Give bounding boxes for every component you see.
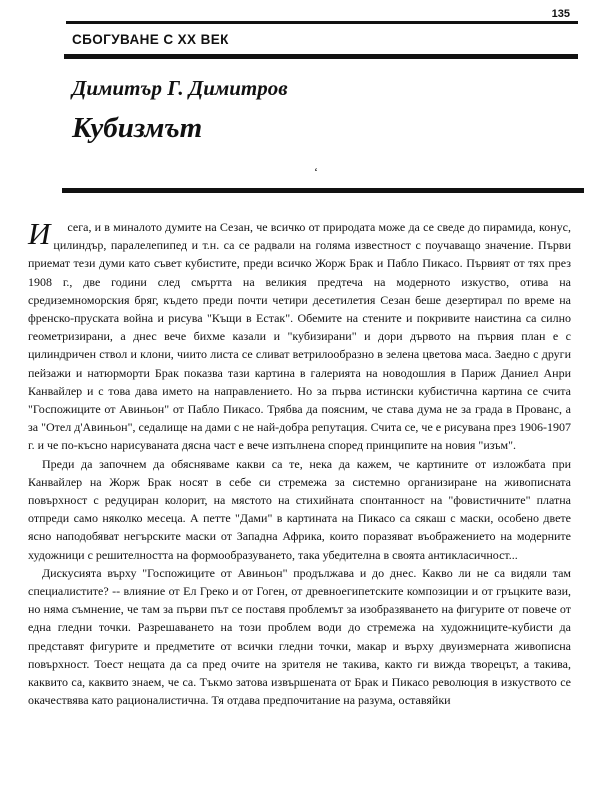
article-title: Кубизмът (72, 112, 203, 144)
page-number: 135 (551, 8, 570, 20)
paragraph: Преди да започнем да обясняваме какви са те, нека да кажем, че картините от изложбата при Канвайлер на Жорж Брак носят в себе си стремежа за системно организиране на живописната повърхност с редуциран колорит, на мястото на стихийната спонтанност на "фовистичните" платна отпреди само няколко месеца. А петте "Дами" в картината на Пикасо са сякаш с маски, особено двете ясно наподобяват негърските маски от Западна Африка, които поразяват въображението на модерните художници с решителността на формообразуването, така убедителна в своята антикласичност... (28, 456, 571, 562)
paragraph: Дискусията върху "Госпожиците от Авиньон" продължава и до днес. Какво ли не са видяли там специалистите? -- влияние от Ел Греко и от Гоген, от древноегипетските композиции и от гръцките вази, но няма съмнение, че там за първи път се поставя проблемът за изобразяването на фигурите от повече от една гледни точки. Разрешаването на този проблем води до стремежа на художниците-кубисти да представят фигурите и предметите от всички гледни точки, макар и върху двуизмерната живописна повърхност. Тоест нещата да са пред очите на зрителя не такива, както ги вижда творецът, а такива, каквито са, каквито знаем, че са. Тъкмо затова извършената от Брак и Пикасо революция в изкуството се окачествява като рационалистична. Тя отдава предпочитание на разума, оставяйки (28, 565, 571, 708)
drop-cap: И (28, 216, 51, 251)
section-rule (64, 54, 578, 59)
article-body (28, 218, 571, 709)
top-rule (66, 21, 578, 24)
paragraph (28, 218, 571, 455)
title-rule (62, 188, 584, 193)
author-name: Димитър Г. Димитров (72, 76, 288, 100)
paragraph-text: сега, и в миналото думите на Сезан, че всичко от природата може да се сведе до пирамида, конус, цилиндър, паралелепипед и т.н. са се радвали на голяма известност с поучаващо значение. Първи приемат тези думи като съвет кубистите, преди всичко Жорж Брак и Пабло Пикасо. Първият от тях през 1908 г., две години след смъртта на великия предтеча на модерното изкуство, отива на средиземноморския бряг, където преди почти четири десетилетия Сезан беше дезертирал по време на френско-пруската война и рисува "Къщи в Естак". Обемите на стените и покривите наистина са силно геометризирани, а днес вече бихме казали и "кубизирани" и дори дървото на първия план е с цилиндричен ствол и клони, чиито листа се сливат ветрилообразно в зелена цветова маса. Заедно с други пейзажи и натюрморти Брак показва тази картина в галерията на новодошлия в Париж Даниел Анри Канвайлер и с това дава името на направлението. Но за първа истински кубистична картина се счита "Госпожиците от Авиньон" от Пабло Пикасо. Трябва да поясним, че става дума не за града в Прованс, а за "Отел д'Авиньон", седалище на дами с не най-добра репутация. Счита се, че е рисувана през 1906-1907 г. и че по-късно нарисуваната дясна част е вече изпълнена според принципите на новия "изъм". (28, 220, 571, 453)
stray-mark: ʻ (314, 165, 318, 179)
section-label: СБОГУВАНЕ С XX ВЕК (72, 32, 229, 47)
